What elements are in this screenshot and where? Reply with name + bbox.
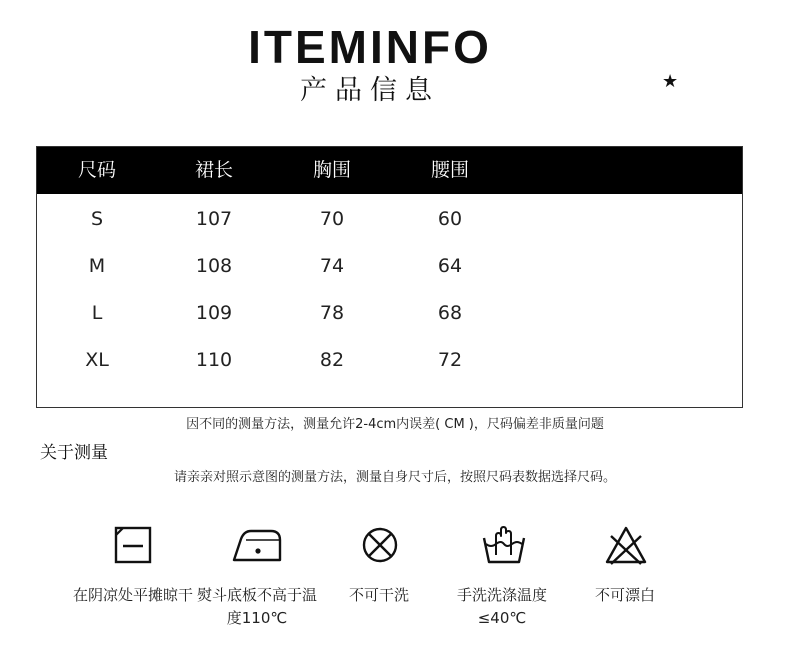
table-cell: XL (85, 349, 109, 371)
table-cell: 72 (437, 349, 463, 371)
table-cell: 60 (437, 208, 463, 230)
hand-wash-icon (479, 522, 529, 568)
page-title: ITEMINFO (248, 21, 492, 73)
table-header (37, 147, 742, 194)
page-subtitle: 产品信息 (300, 75, 440, 106)
column-header-length: 裙长 (194, 159, 233, 181)
size-table (36, 146, 743, 408)
table-cell: 109 (195, 302, 233, 324)
table-cell: 82 (319, 349, 345, 371)
table-row (37, 348, 742, 378)
care-label-no-bleach: 不可漂白 (594, 586, 655, 604)
measurement-note: 因不同的测量方法，测量允许2-4cm内误差( CM )，尺码偏差非质量问题 (186, 417, 604, 432)
no-bleach-icon (602, 522, 650, 568)
table-cell: M (88, 255, 106, 277)
iron-low-heat-icon (231, 522, 283, 568)
care-label-iron: 熨斗底板不高于温度110℃ (196, 586, 317, 627)
care-label-no-dry-clean: 不可干洗 (348, 586, 409, 604)
table-cell: S (90, 208, 104, 230)
star-icon: ★ (662, 71, 679, 92)
column-header-size: 尺码 (77, 159, 116, 181)
table-cell: 74 (319, 255, 345, 277)
table-row (37, 207, 742, 237)
table-cell: 68 (437, 302, 463, 324)
table-row (37, 254, 742, 284)
table-cell: 64 (437, 255, 463, 277)
measurement-description: 请亲亲对照示意图的测量方法，测量自身尺寸后，按照尺码表数据选择尺码。 (173, 470, 616, 485)
table-cell: 70 (319, 208, 345, 230)
table-cell: L (91, 302, 103, 324)
column-header-chest: 胸围 (312, 159, 351, 181)
table-cell: 110 (195, 349, 233, 371)
table-cell: 107 (195, 208, 233, 230)
care-label-hand-wash: 手洗洗涤温度≤40℃ (456, 586, 547, 627)
care-label-dry-flat: 在阴凉处平摊晾干 (72, 586, 193, 604)
column-header-waist: 腰围 (430, 159, 469, 181)
dry-flat-shade-icon (110, 522, 156, 568)
table-cell: 78 (319, 302, 345, 324)
measurement-title: 关于测量 (40, 443, 108, 463)
table-row (37, 301, 742, 331)
no-dry-clean-icon (357, 522, 403, 568)
table-cell: 108 (195, 255, 233, 277)
